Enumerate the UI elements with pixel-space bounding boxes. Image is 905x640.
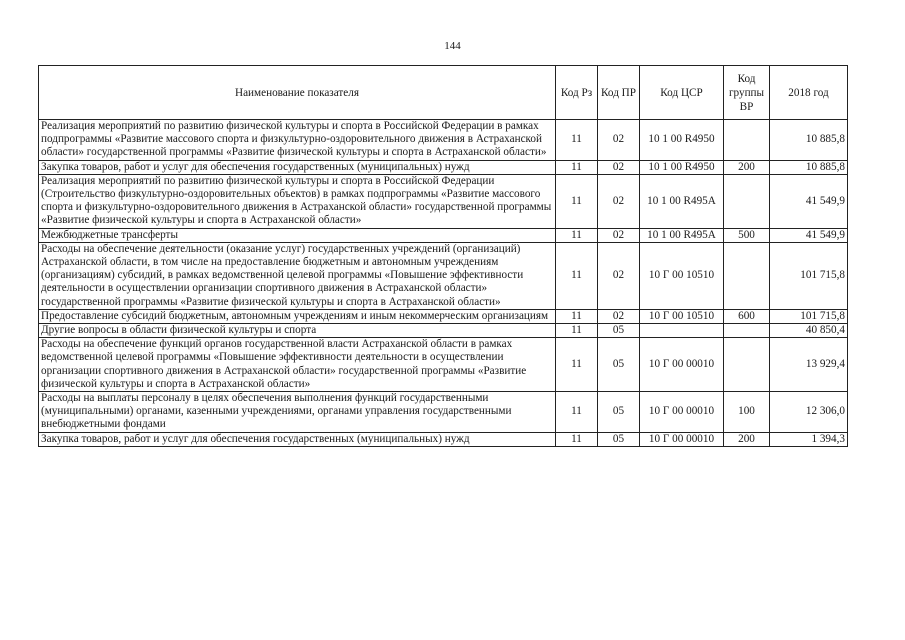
table-row: [39, 338, 848, 392]
table-row: [39, 432, 848, 446]
row-vr: 200: [724, 160, 770, 174]
row-name: Расходы на выплаты персоналу в целях обеспечения выполнения функций государственными (муниципальными) органами, казенными учреждениями, органами управления государственными внебюджетными фондами: [39, 392, 556, 433]
row-vr: [724, 174, 770, 228]
row-name: Реализация мероприятий по развитию физической культуры и спорта в Российской Федерации в рамках подпрограммы «Развитие массового спорта и физкультурно-оздоровительного движения в Астраханской области» государственной программы «Развитие физической культуры и спорта в Астраханской области»: [39, 120, 556, 161]
row-rz: 11: [556, 242, 598, 309]
row-vr: [724, 242, 770, 309]
row-csr: 10 1 00 R495A: [640, 228, 724, 242]
table-row: [39, 309, 848, 323]
row-rz: 11: [556, 309, 598, 323]
row-vr: 200: [724, 432, 770, 446]
row-pr: 02: [598, 228, 640, 242]
row-rz: 11: [556, 324, 598, 338]
row-amount: 12 306,0: [770, 392, 848, 433]
row-pr: 05: [598, 324, 640, 338]
table-row: [39, 392, 848, 433]
row-name: Расходы на обеспечение функций органов государственной власти Астраханской области в рамках ведомственной целевой программы «Повышение эффективности деятельности в осуществлении организации спортивного движения в Астраханской области» государственной программы «Развитие физической культуры и спорта в Астраханской области»: [39, 338, 556, 392]
header-rz: Код Рз: [556, 66, 598, 120]
row-amount: 40 850,4: [770, 324, 848, 338]
row-pr: 02: [598, 309, 640, 323]
budget-table: [38, 65, 848, 447]
row-amount: 101 715,8: [770, 309, 848, 323]
table-row: [39, 242, 848, 309]
row-name: Другие вопросы в области физической культуры и спорта: [39, 324, 556, 338]
row-name: Закупка товаров, работ и услуг для обеспечения государственных (муниципальных) нужд: [39, 432, 556, 446]
row-csr: [640, 324, 724, 338]
header-year: 2018 год: [770, 66, 848, 120]
row-amount: 41 549,9: [770, 228, 848, 242]
row-amount: 101 715,8: [770, 242, 848, 309]
row-name: Межбюджетные трансферты: [39, 228, 556, 242]
row-pr: 02: [598, 160, 640, 174]
row-name: Предоставление субсидий бюджетным, автономным учреждениям и иным некоммерческим организациям: [39, 309, 556, 323]
row-rz: 11: [556, 174, 598, 228]
row-pr: 02: [598, 120, 640, 161]
row-rz: 11: [556, 338, 598, 392]
row-csr: 10 1 00 R4950: [640, 160, 724, 174]
table-row: [39, 228, 848, 242]
table-row: [39, 324, 848, 338]
table-row: [39, 174, 848, 228]
table-row: [39, 120, 848, 161]
row-vr: 100: [724, 392, 770, 433]
row-csr: 10 Г 00 10510: [640, 309, 724, 323]
header-vr: Код группы ВР: [724, 66, 770, 120]
row-vr: 500: [724, 228, 770, 242]
row-vr: [724, 338, 770, 392]
row-vr: [724, 120, 770, 161]
row-csr: 10 1 00 R4950: [640, 120, 724, 161]
row-rz: 11: [556, 392, 598, 433]
row-amount: 41 549,9: [770, 174, 848, 228]
row-rz: 11: [556, 228, 598, 242]
row-csr: 10 1 00 R495A: [640, 174, 724, 228]
row-name: Реализация мероприятий по развитию физической культуры и спорта в Российской Федерации (Строительство физкультурно-оздоровительных объектов) в рамках подпрограммы «Развитие массового спорта и физкультурно-оздоровительного движения в Астраханской области» государственной программы «Развитие физической культуры и спорта в Астраханской области»: [39, 174, 556, 228]
row-csr: 10 Г 00 00010: [640, 338, 724, 392]
row-csr: 10 Г 00 00010: [640, 392, 724, 433]
page-number: 144: [444, 40, 461, 52]
row-amount: 10 885,8: [770, 160, 848, 174]
row-rz: 11: [556, 160, 598, 174]
row-rz: 11: [556, 120, 598, 161]
row-csr: 10 Г 00 10510: [640, 242, 724, 309]
table-header-row: [39, 66, 848, 120]
row-pr: 05: [598, 432, 640, 446]
row-name: Закупка товаров, работ и услуг для обеспечения государственных (муниципальных) нужд: [39, 160, 556, 174]
header-csr: Код ЦСР: [640, 66, 724, 120]
row-amount: 1 394,3: [770, 432, 848, 446]
row-pr: 02: [598, 242, 640, 309]
row-amount: 13 929,4: [770, 338, 848, 392]
row-pr: 05: [598, 392, 640, 433]
header-pr: Код ПР: [598, 66, 640, 120]
row-amount: 10 885,8: [770, 120, 848, 161]
header-name: Наименование показателя: [39, 66, 556, 120]
row-pr: 05: [598, 338, 640, 392]
row-rz: 11: [556, 432, 598, 446]
row-vr: [724, 324, 770, 338]
row-pr: 02: [598, 174, 640, 228]
row-vr: 600: [724, 309, 770, 323]
row-name: Расходы на обеспечение деятельности (оказание услуг) государственных учреждений (организаций) Астраханской области, в том числе на предоставление бюджетным и автономным учреждениям (организациям) субсидий, в рамках ведомственной целевой программы «Повышение эффективности деятельности в осуществлении организации спортивного движения в Астраханской области» государственной программы «Развитие физической культуры и спорта в Астраханской области»: [39, 242, 556, 309]
row-csr: 10 Г 00 00010: [640, 432, 724, 446]
table-row: [39, 160, 848, 174]
